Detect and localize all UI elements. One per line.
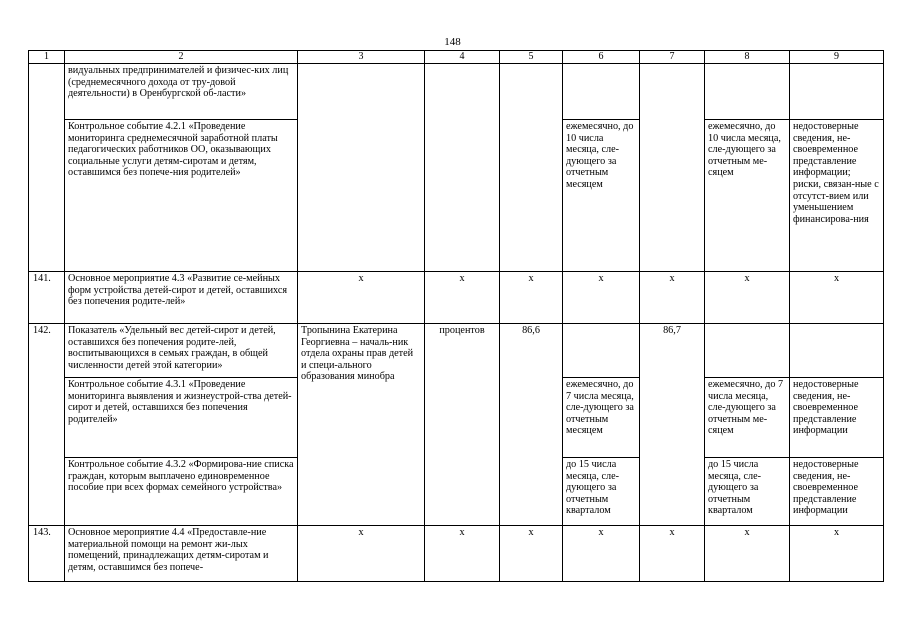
cell-col8 bbox=[705, 64, 790, 120]
cell-col6 bbox=[563, 64, 640, 120]
cell-col6 bbox=[563, 324, 640, 378]
cell-col9 bbox=[790, 64, 884, 120]
cell-base-value: 86,6 bbox=[500, 324, 563, 526]
cell-col6: до 15 числа месяца, сле-дующего за отчетным кварталом bbox=[563, 458, 640, 526]
col-header-7: 7 bbox=[640, 51, 705, 64]
cell-target-value: 86,7 bbox=[640, 324, 705, 526]
cell-num: 142. bbox=[29, 324, 65, 526]
cell-num: 143. bbox=[29, 526, 65, 582]
cell-base-value bbox=[500, 64, 563, 272]
cell-x: x bbox=[640, 272, 705, 324]
cell-num: 141. bbox=[29, 272, 65, 324]
cell-col8 bbox=[705, 324, 790, 378]
cell-description: видуальных предпринимателей и физичес-ких лиц (среднемесячного дохода от тру-довой деятельности) в Оренбургской об-ласти» bbox=[65, 64, 298, 120]
cell-description: Контрольное событие 4.2.1 «Проведение мониторинга среднемесячной заработной платы педагогических работников ОО, оказывающих социальные услуги детям-сиротам и детям, оставшимся без попече-ния родителей» bbox=[65, 120, 298, 272]
cell-num-empty bbox=[29, 64, 65, 272]
cell-x: x bbox=[705, 526, 790, 582]
cell-x: x bbox=[790, 526, 884, 582]
cell-description: Основное мероприятие 4.3 «Развитие се-мейных форм устройства детей-сирот и детей, оставшихся без попечения родите-лей» bbox=[65, 272, 298, 324]
col-header-1: 1 bbox=[29, 51, 65, 64]
table-row-141 bbox=[29, 272, 884, 324]
col-header-3: 3 bbox=[298, 51, 425, 64]
col-header-2: 2 bbox=[65, 51, 298, 64]
table-row-142 bbox=[29, 324, 884, 378]
col-header-5: 5 bbox=[500, 51, 563, 64]
cell-col7 bbox=[640, 64, 705, 272]
cell-col6: ежемесячно, до 7 числа месяца, сле-дующего за отчетным месяцем bbox=[563, 378, 640, 458]
cell-x: x bbox=[425, 272, 500, 324]
cell-description: Основное мероприятие 4.4 «Предоставле-ние материальной помощи на ремонт жи-лых помещений, принадлежащих детям-сиротам и детям, оставшимся без попече- bbox=[65, 526, 298, 582]
cell-col9: недостоверные сведения, не-своевременное представление информации bbox=[790, 378, 884, 458]
table-row-143 bbox=[29, 526, 884, 582]
cell-x: x bbox=[500, 526, 563, 582]
cell-unit: процентов bbox=[425, 324, 500, 526]
cell-description: Контрольное событие 4.3.2 «Формирова-ние списка граждан, которым выплачено единовременное пособие при всех формах семейного устройства» bbox=[65, 458, 298, 526]
cell-col9: недостоверные сведения, не-своевременное представление информации bbox=[790, 458, 884, 526]
cell-description: Контрольное событие 4.3.1 «Проведение мониторинга выявления и жизнеустрой-ства детей-сирот и детей, оставшихся без попечения родителей» bbox=[65, 378, 298, 458]
cell-responsible: Тропынина Екатерина Георгиевна – началь-ник отдела охраны прав детей и специ-ального образования минобра bbox=[298, 324, 425, 526]
cell-col9 bbox=[790, 324, 884, 378]
cell-col6: ежемесячно, до 10 числа месяца, сле-дующего за отчетным месяцем bbox=[563, 120, 640, 272]
cell-x: x bbox=[790, 272, 884, 324]
cell-x: x bbox=[500, 272, 563, 324]
col-header-4: 4 bbox=[425, 51, 500, 64]
cell-responsible bbox=[298, 64, 425, 272]
cell-col9: недостоверные сведения, не-своевременное представление информации; риски, связан-ные с отсутст-вием или уменьшением финансирова-ния bbox=[790, 120, 884, 272]
cell-x: x bbox=[563, 526, 640, 582]
cell-x: x bbox=[298, 272, 425, 324]
col-header-9: 9 bbox=[790, 51, 884, 64]
cell-x: x bbox=[563, 272, 640, 324]
plan-table bbox=[28, 50, 884, 582]
cell-x: x bbox=[705, 272, 790, 324]
header-row bbox=[29, 51, 884, 64]
cell-unit bbox=[425, 64, 500, 272]
cell-x: x bbox=[298, 526, 425, 582]
cell-x: x bbox=[640, 526, 705, 582]
page-number: 148 bbox=[444, 36, 461, 48]
cell-col8: до 15 числа месяца, сле-дующего за отчетным кварталом bbox=[705, 458, 790, 526]
col-header-8: 8 bbox=[705, 51, 790, 64]
cell-x: x bbox=[425, 526, 500, 582]
cell-description: Показатель «Удельный вес детей-сирот и детей, оставшихся без попечения родите-лей, воспитывающихся в семьях граждан, в общей численности детей этой категории» bbox=[65, 324, 298, 378]
col-header-6: 6 bbox=[563, 51, 640, 64]
cell-col8: ежемесячно, до 10 числа месяца, сле-дующего за отчетным ме-сяцем bbox=[705, 120, 790, 272]
table-row-continuation bbox=[29, 64, 884, 120]
cell-col8: ежемесячно, до 7 числа месяца, сле-дующего за отчетным ме-сяцем bbox=[705, 378, 790, 458]
